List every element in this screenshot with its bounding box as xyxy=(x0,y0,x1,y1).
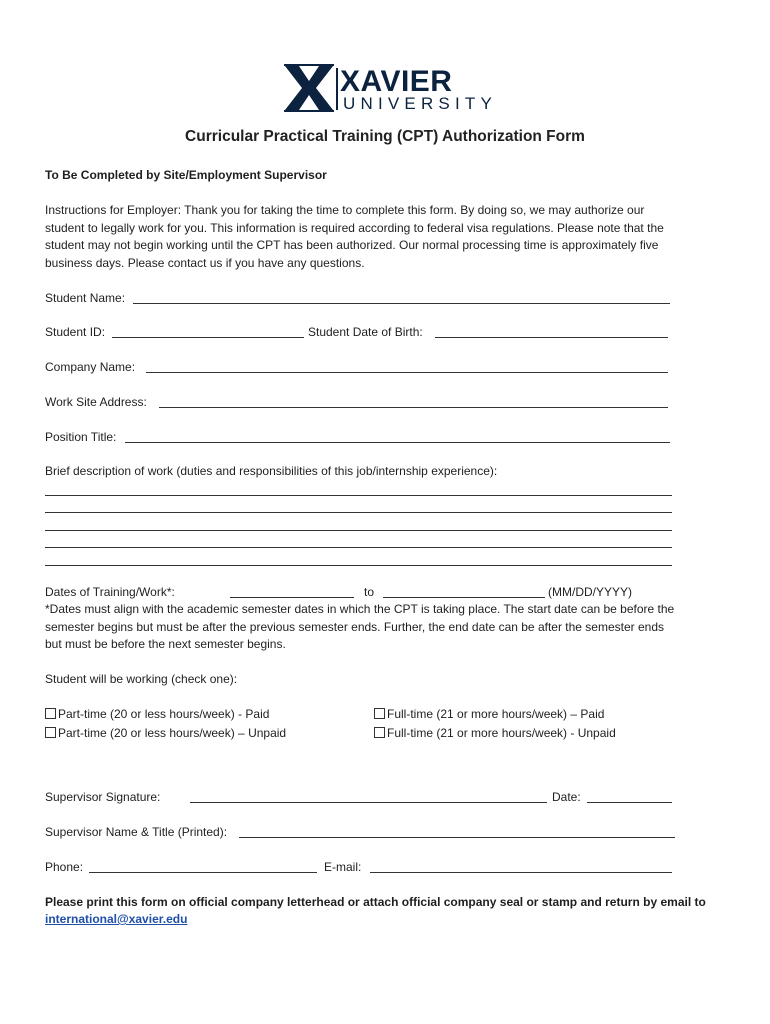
signature-date-label: Date: xyxy=(552,790,581,804)
return-email-link-wrapper xyxy=(45,911,187,929)
supervisor-signature-label: Supervisor Signature: xyxy=(45,790,161,804)
part-time-paid-checkbox[interactable] xyxy=(45,708,56,719)
phone-field[interactable] xyxy=(89,872,317,873)
form-title: Curricular Practical Training (CPT) Authorization Form xyxy=(185,128,585,145)
instruction-line: student to legally work for you. This information is required according to federal visa regulations. Please note that the xyxy=(45,220,664,235)
full-time-unpaid-option[interactable] xyxy=(374,725,616,743)
work-description-line[interactable] xyxy=(45,530,672,531)
phone-label: Phone: xyxy=(45,860,84,874)
full-time-paid-checkbox[interactable] xyxy=(374,708,385,719)
position-title-label: Position Title: xyxy=(45,430,117,444)
full-time-unpaid-label: Full-time (21 or more hours/week) - Unpaid xyxy=(387,726,616,740)
start-date-field[interactable] xyxy=(230,597,354,598)
work-description-line[interactable] xyxy=(45,547,672,548)
dates-note-line: but must be before the next semester begins. xyxy=(45,637,286,651)
part-time-paid-label: Part-time (20 or less hours/week) - Paid xyxy=(58,707,270,721)
xavier-x-mark-icon xyxy=(283,64,335,112)
work-site-address-label: Work Site Address: xyxy=(45,395,147,409)
full-time-paid-label: Full-time (21 or more hours/week) – Paid xyxy=(387,707,605,721)
dates-label: Dates of Training/Work*: xyxy=(45,585,175,599)
logo-divider xyxy=(336,68,338,110)
instruction-line: business days. Please contact us if you have any questions. xyxy=(45,255,365,270)
instruction-line: student may not begin working until the CPT has been authorized. Our normal processing time is approximately five xyxy=(45,238,659,252)
employer-instructions xyxy=(45,202,725,272)
logo-subtitle: UNIVERSITY xyxy=(343,94,498,113)
email-field[interactable] xyxy=(370,872,672,873)
student-name-label: Student Name: xyxy=(45,291,126,305)
work-description-line[interactable] xyxy=(45,565,672,566)
return-email-link[interactable]: international@xavier.edu xyxy=(45,912,188,926)
student-id-label: Student ID: xyxy=(45,325,106,339)
student-dob-field[interactable] xyxy=(435,337,668,338)
part-time-unpaid-option[interactable] xyxy=(45,725,286,743)
supervisor-name-title-field[interactable] xyxy=(239,837,675,838)
xavier-logo xyxy=(283,64,498,114)
part-time-paid-option[interactable] xyxy=(45,706,269,724)
student-name-field[interactable] xyxy=(133,303,670,304)
date-format-hint: (MM/DD/YYYY) xyxy=(548,585,632,599)
form-subtitle: To Be Completed by Site/Employment Supervisor xyxy=(45,168,327,182)
working-type-label: Student will be working (check one): xyxy=(45,672,238,686)
dates-to-label: to xyxy=(364,585,375,599)
instruction-line: Instructions for Employer: Thank you for taking the time to complete this form. By doing so, we may authorize our xyxy=(45,203,645,217)
dates-note xyxy=(45,601,725,654)
signature-date-field[interactable] xyxy=(587,802,672,803)
company-name-label: Company Name: xyxy=(45,360,136,374)
position-title-field[interactable] xyxy=(125,442,670,443)
work-description-label: Brief description of work (duties and responsibilities of this job/internship experience): xyxy=(45,464,498,478)
part-time-unpaid-label: Part-time (20 or less hours/week) – Unpaid xyxy=(58,726,287,740)
student-dob-label: Student Date of Birth: xyxy=(308,325,423,339)
end-date-field[interactable] xyxy=(383,597,545,598)
work-description-line[interactable] xyxy=(45,495,672,496)
supervisor-name-title-label: Supervisor Name & Title (Printed): xyxy=(45,825,228,839)
return-instructions: Please print this form on official company letterhead or attach official company seal or stamp and return by email to xyxy=(45,895,706,909)
full-time-paid-option[interactable] xyxy=(374,706,604,724)
email-label: E-mail: xyxy=(324,860,362,874)
student-id-field[interactable] xyxy=(112,337,304,338)
work-site-address-field[interactable] xyxy=(159,407,668,408)
supervisor-signature-field[interactable] xyxy=(190,802,547,803)
company-name-field[interactable] xyxy=(146,372,668,373)
work-description-line[interactable] xyxy=(45,512,672,513)
full-time-unpaid-checkbox[interactable] xyxy=(374,727,385,738)
logo-wordmark: XAVIER xyxy=(340,65,453,98)
dates-note-line: semester begins but must be after the previous semester ends. Further, the end date can be after the semester ends xyxy=(45,619,665,634)
dates-note-line: *Dates must align with the academic semester dates in which the CPT is taking place. The start date can be before the xyxy=(45,602,675,616)
part-time-unpaid-checkbox[interactable] xyxy=(45,727,56,738)
